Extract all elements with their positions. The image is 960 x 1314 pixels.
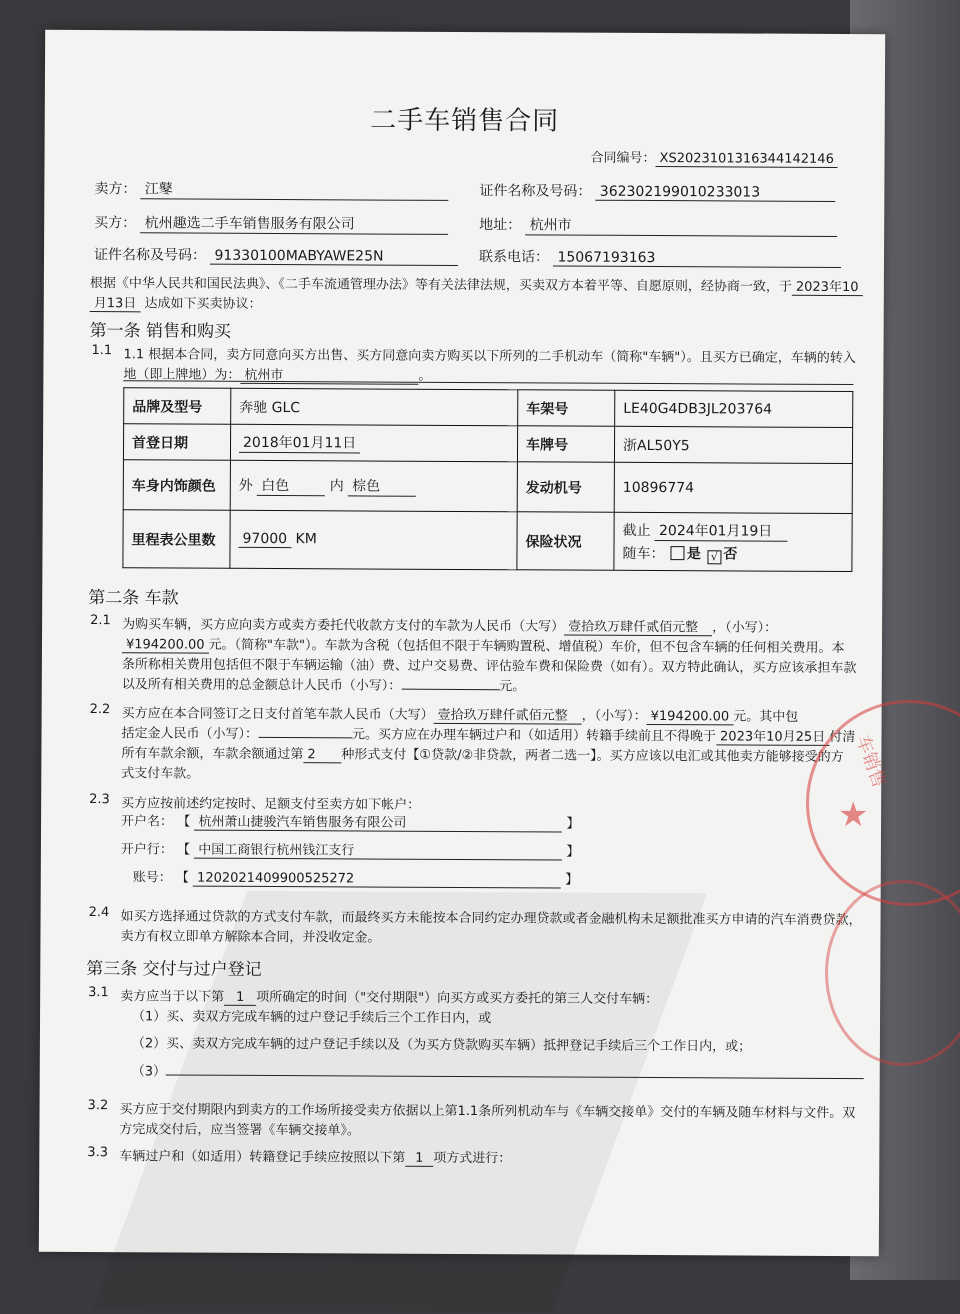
clause-3-3-text-2: 项方式进行： <box>433 1150 512 1167</box>
account-no: 1202021409900525272 <box>193 871 561 889</box>
total-amount-blank <box>401 689 499 691</box>
clause-3-1-number: 3.1 <box>88 985 109 1001</box>
table-row <box>124 388 853 428</box>
clause-2-2-text-3: 元。买方应在办理车辆过户和（如适用）转籍手续前且不得晚于 <box>351 727 717 745</box>
clause-2-1-number: 2.1 <box>90 613 111 629</box>
seller-id: 362302199010233013 <box>596 184 836 202</box>
reg-date-cell <box>230 424 517 462</box>
buyer-label: 买方： <box>94 215 137 232</box>
mileage-unit: KM <box>295 531 317 548</box>
intro-line-2 <box>90 292 262 313</box>
yes-label: 是 <box>686 545 701 562</box>
insurance-until-date: 2024年01月19日 <box>655 520 788 542</box>
seller-id-row <box>479 180 836 202</box>
intro-text-end: 达成如下买卖协议： <box>144 296 262 312</box>
clause-2-1-small-label: ，（小写）： <box>712 620 778 636</box>
exterior-label: 外 <box>238 477 253 494</box>
intro-text: 根据《中华人民共和国民法典》、《二手车流通管理办法》等有关法律法规，买卖双方本着平等、自愿原则，经协商一致，于 <box>89 276 792 295</box>
engine-header: 发动机号 <box>517 462 614 513</box>
account-no-row <box>133 866 579 888</box>
phone-label: 联系电话： <box>478 249 550 266</box>
color-cell <box>230 460 517 512</box>
exterior-color: 白色 <box>257 475 325 496</box>
section-2-heading: 第二条 车款 <box>88 588 179 609</box>
page-title: 二手车销售合同 <box>370 105 560 137</box>
bank-label: 开户行： <box>120 842 173 858</box>
address-label: 地址： <box>479 217 522 234</box>
clause-2-4-line-1: 如买方选择通过贷款的方式支付车款，而最终买方未能按本合同约定办理贷款或者金融机构未足额批准买方申请的汽车消费贷款， <box>120 909 862 929</box>
interior-label: 内 <box>329 478 344 495</box>
seller-name: 江鼕 <box>141 178 449 201</box>
clause-3-1-text-2: 项所确定的时间（"交付期限"）向买方或买方委托的第三人交付车辆： <box>256 989 659 1008</box>
first-payment-number: ¥194200.00 <box>647 709 734 725</box>
first-payment-chinese: 壹拾玖万肆仟贰佰元整 <box>434 704 582 725</box>
price-number: ¥194200.00 <box>122 637 209 653</box>
buyer-name: 杭州趣选二手车销售服务有限公司 <box>141 212 449 235</box>
payment-method: 2 <box>303 747 341 763</box>
clause-2-1-text-2: 元。（简称"车款"）。车款为含税（包括但不限于车辆购置税、增值税）车价，但不包含车辆的任何相关费用。本 <box>208 637 845 657</box>
vehicle-table <box>122 387 853 572</box>
clause-2-3-number: 2.3 <box>89 792 110 808</box>
table-row <box>123 510 852 572</box>
option-3-blank <box>166 1074 864 1079</box>
clause-3-3-text: 车辆过户和（如适用）转籍登记手续应按照以下第 <box>119 1149 406 1166</box>
vin-value: LE40G4DB3JL203764 <box>615 390 853 427</box>
clause-3-2-line-2: 方完成交付后，应当签署《车辆交接单》。 <box>119 1122 360 1139</box>
seller-row <box>94 178 449 201</box>
color-header: 车身内饰颜色 <box>123 460 230 511</box>
clause-1-1-number: 1.1 <box>91 343 113 359</box>
bracket-right: 】 <box>566 844 580 860</box>
contract-no <box>590 147 837 168</box>
option-3-label: （3） <box>131 1064 167 1080</box>
brand-header: 品牌及型号 <box>124 388 231 425</box>
reg-date-value: 2018年01月11日 <box>239 432 360 454</box>
plate-value: 浙AL50Y5 <box>614 426 852 463</box>
phone-row <box>479 246 842 268</box>
clause-3-3-line-1 <box>119 1145 511 1167</box>
clause-3-1-option-3 <box>132 1060 864 1083</box>
clause-2-2-text-6: 种形式支付【①贷款/②非贷款，两者二选一】。买方应该以电汇或其他卖方能够接受的方 <box>341 747 844 765</box>
insurance-with-car <box>622 542 843 564</box>
clause-2-2-small-label: ，（小写）： <box>581 708 647 724</box>
section-1-heading: 第一条 销售和购买 <box>89 321 232 342</box>
clause-2-1-text: 为购买车辆，买方应向卖方或卖方委托代收款方支付的车款为人民币（大写） <box>122 617 565 635</box>
seller-id-label: 证件名称及号码： <box>479 183 592 200</box>
engine-value: 10896774 <box>614 462 852 513</box>
clause-2-4-line-2: 卖方有权立即单方解除本合同，并没收定金。 <box>120 929 381 946</box>
clause-2-4-number: 2.4 <box>88 905 110 921</box>
clause-2-2-number: 2.2 <box>89 702 111 718</box>
account-name-row <box>121 810 580 832</box>
contract-page <box>39 30 885 1256</box>
clause-2-2-line-4: 式支付车款。 <box>121 766 200 782</box>
contract-no-label: 合同编号： <box>590 150 656 167</box>
buyer-id: 91330100MABYAWE25N <box>210 248 458 266</box>
clause-2-3-text: 买方应按前述约定按时、足额支付至卖方如下帐户： <box>121 796 421 813</box>
bracket-left: 【 <box>177 814 191 830</box>
deposit-blank <box>258 737 352 738</box>
clause-1-1-line-1: 1.1 根据本合同，卖方同意向买方出售、买方同意向卖方购买以下所列的二手机动车（简称"车辆"）。且买方已确定，车辆的转入 <box>123 347 856 367</box>
transfer-city: 杭州市 <box>240 364 418 385</box>
insurance-cell <box>614 512 852 571</box>
transfer-city-label: 地（即上牌地）为： <box>123 367 241 383</box>
bracket-right: 】 <box>566 816 580 832</box>
table-row <box>123 424 852 464</box>
clause-2-2-text-2: 元。其中包 <box>733 709 799 725</box>
insurance-until <box>623 519 844 541</box>
delivery-option: 1 <box>224 990 256 1006</box>
account-name: 杭州萧山捷骏汽车销售服务有限公司 <box>194 811 562 833</box>
phone: 15067193163 <box>553 249 841 268</box>
clause-2-2-text-4: 付清 <box>829 729 856 746</box>
clause-3-1-option-2: （2）买、卖双方完成车辆的过户登记手续以及（为买方贷款购买车辆）抵押登记手续后三个工作日内，或； <box>131 1036 752 1055</box>
checkbox-no-checked[interactable]: √ <box>707 550 721 564</box>
buyer-id-row <box>94 244 459 266</box>
clause-2-2-text: 买方应在本合同签订之日支付首笔车款人民币（大写） <box>121 706 434 723</box>
clause-3-2-line-1: 买方应于交付期限内到卖方的工作场所接受卖方依据以上第1.1条所列机动车与《车辆交接单》交付的车辆及随车材料与文件。双 <box>119 1102 856 1122</box>
vin-header: 车架号 <box>518 390 615 427</box>
intro-date-part2: 月13日 <box>90 292 141 312</box>
buyer-id-label: 证件名称及号码： <box>93 247 207 264</box>
address-row <box>479 214 838 237</box>
section-3-heading: 第三条 交付与过户登记 <box>86 959 262 980</box>
bank-name: 中国工商银行杭州钱江支行 <box>194 839 562 861</box>
clause-2-2-text-5: 所有车款余额，车款余额通过第 <box>121 746 304 763</box>
bracket-left: 【 <box>177 842 191 858</box>
bracket-left: 【 <box>175 870 189 886</box>
seller-label: 卖方： <box>94 181 137 198</box>
mileage-cell <box>230 510 517 570</box>
insurance-header: 保险状况 <box>517 512 614 571</box>
bank-row <box>121 838 580 860</box>
address: 杭州市 <box>526 214 838 237</box>
deposit-label: 括定金人民币（小写）： <box>121 726 259 742</box>
seal-star-icon: ★ <box>838 795 869 835</box>
with-car-label: 随车： <box>622 545 665 562</box>
account-name-label: 开户名： <box>121 814 174 830</box>
seal-text: 车销售 <box>851 732 890 791</box>
interior-color: 棕色 <box>348 475 416 496</box>
clause-1-1-line-2: 地（即上牌地）为： 杭州市 。 <box>123 363 431 385</box>
bracket-right: 】 <box>565 872 579 888</box>
intro-date-part1: 2023年10 <box>792 276 863 296</box>
checkbox-yes[interactable] <box>671 546 685 560</box>
transfer-option: 1 <box>405 1151 433 1167</box>
clause-3-1-line-1 <box>120 985 658 1008</box>
insurance-until-label: 截止 <box>622 522 651 539</box>
contract-no-value: XS2023101316344142146 <box>656 151 838 168</box>
clause-2-2-line-3 <box>121 742 843 766</box>
clause-2-1-text-4: 以及所有相关费用的总金额总计人民币（小写）： <box>121 677 402 694</box>
mileage-header: 里程表公里数 <box>123 510 230 569</box>
mileage-value: 97000 <box>238 531 291 548</box>
clause-2-1-end: 元。 <box>499 679 526 695</box>
clause-2-1-line-4 <box>122 673 526 694</box>
account-no-label: 账号： <box>132 870 172 886</box>
plate-header: 车牌号 <box>517 426 614 463</box>
no-label: 否 <box>723 545 738 562</box>
payment-deadline: 2023年10月25日 <box>716 725 829 746</box>
clause-3-2-number: 3.2 <box>87 1098 109 1114</box>
brand-value: 奔驰 GLC <box>231 388 518 426</box>
clause-3-1-text: 卖方应当于以下第 <box>120 989 225 1005</box>
clause-3-3-number: 3.3 <box>87 1145 109 1161</box>
clause-2-1-line-3: 条所称相关费用包括但不限于车辆运输（油）费、过户交易费、评估验车费和保险费（如有）。双方特此确认，买方应该承担车款 <box>121 657 857 677</box>
price-chinese: 壹拾玖万肆仟贰佰元整 <box>564 616 712 637</box>
clause-3-1-option-1: （1）买、卖双方完成车辆的过户登记手续后三个工作日内，或 <box>131 1009 492 1027</box>
table-row <box>123 460 852 514</box>
buyer-row <box>94 212 449 235</box>
reg-date-header: 首登日期 <box>123 424 230 461</box>
